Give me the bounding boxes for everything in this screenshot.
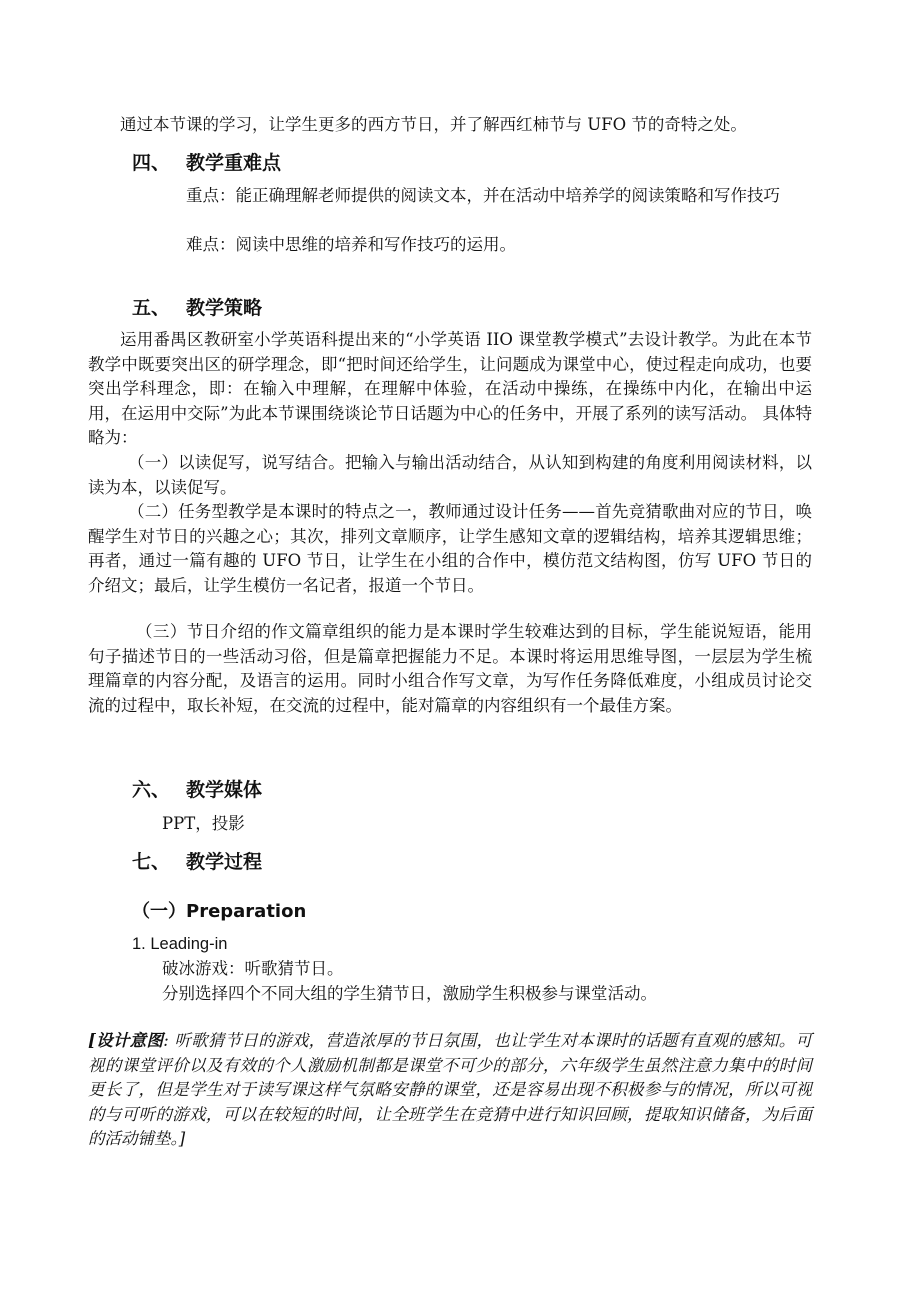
section-title: 教学策略 xyxy=(186,297,263,319)
section-number: 六、 xyxy=(132,779,171,801)
design-intent-label: [设计意图 xyxy=(88,1031,164,1050)
step-line-1: 破冰游戏：听歌猜节日。 xyxy=(162,959,344,978)
section-heading-5 xyxy=(132,293,262,320)
section-title: 教学过程 xyxy=(186,851,263,873)
section-heading-6 xyxy=(132,775,262,802)
section-number: 四、 xyxy=(132,152,171,174)
section-number: 五、 xyxy=(132,297,171,319)
difficulty-text: 难点：阅读中思维的培养和写作技巧的运用。 xyxy=(186,235,516,254)
strategy-item-3: （三）节日介绍的作文篇章组织的能力是本课时学生较难达到的目标，学生能说短语，能用句子描述节日的一些活动习俗，但是篇章把握能力不足。本课时将运用思维导图，一层层为学生梳理篇章的内容分配，及语言的运用。同时小组合作写文章，为写作任务降低难度，小组成员讨论交流的过程中，取长补短，在交流的过程中，能对篇章的内容组织有一个最佳方案。 xyxy=(88,622,812,715)
design-intent-note xyxy=(88,1029,812,1152)
stage-heading: （一）Preparation xyxy=(132,901,307,922)
section-number: 七、 xyxy=(132,851,171,873)
key-point-text: 重点：能正确理解老师提供的阅读文本，并在活动中培养学的阅读策略和写作技巧 xyxy=(186,186,780,205)
section-heading-7 xyxy=(132,847,262,874)
design-intent-text: : 听歌猜节日的游戏，营造浓厚的节日氛围，也让学生对本课时的话题有直观的感知。可视的课堂评价以及有效的个人激励机制都是课堂不可少的部分，六年级学生虽然注意力集中的时间更长了，但是学生对于读写课这样气氛略安静的课堂，还是容易出现不积极参与的情况，所以可视的与可听的游戏，可以在较短的时间，让全班学生在竞猜中进行知识回顾，提取知识储备，为后面的活动铺垫。] xyxy=(88,1031,812,1149)
step-line-2: 分别选择四个不同大组的学生猜节日，激励学生积极参与课堂活动。 xyxy=(162,984,657,1003)
strategy-item-1: （一）以读促写，说写结合。把输入与输出活动结合，从认知到构建的角度利用阅读材料，以读为本，以读促写。 xyxy=(88,453,812,497)
section-title: 教学重难点 xyxy=(186,152,282,174)
intro-paragraph: 通过本节课的学习，让学生更多的西方节日，并了解西红柿节与 UFO 节的奇特之处。 xyxy=(120,115,747,134)
step-label: 1. Leading-in xyxy=(132,935,228,953)
strategy-paragraph: 运用番禺区教研室小学英语科提出来的“小学英语 IIO 课堂教学模式”去设计教学。为此在本节教学中既要突出区的研学理念，即“把时间还给学生，让问题成为课堂中心，使过程走向成功，也要突出学科理念，即：在输入中理解，在理解中体验，在活动中操练，在操练中内化，在输出中运用，在运用中交际”为此本节课围绕谈论节日话题为中心的任务中，开展了系列的读写活动。 具体特略为： xyxy=(88,330,812,448)
section-heading-4 xyxy=(132,148,281,175)
media-text: PPT，投影 xyxy=(162,814,245,833)
section-title: 教学媒体 xyxy=(186,779,263,801)
strategy-item-2: （二）任务型教学是本课时的特点之一，教师通过设计任务——首先竞猜歌曲对应的节日，唤醒学生对节日的兴趣之心；其次，排列文章顺序，让学生感知文章的逻辑结构，培养其逻辑思维；再者，通过一篇有趣的 UFO 节日，让学生在小组的合作中，模仿范文结构图，仿写 UFO 节日的介绍文；最后，让学生模仿一名记者，报道一个节日。 xyxy=(88,502,812,595)
